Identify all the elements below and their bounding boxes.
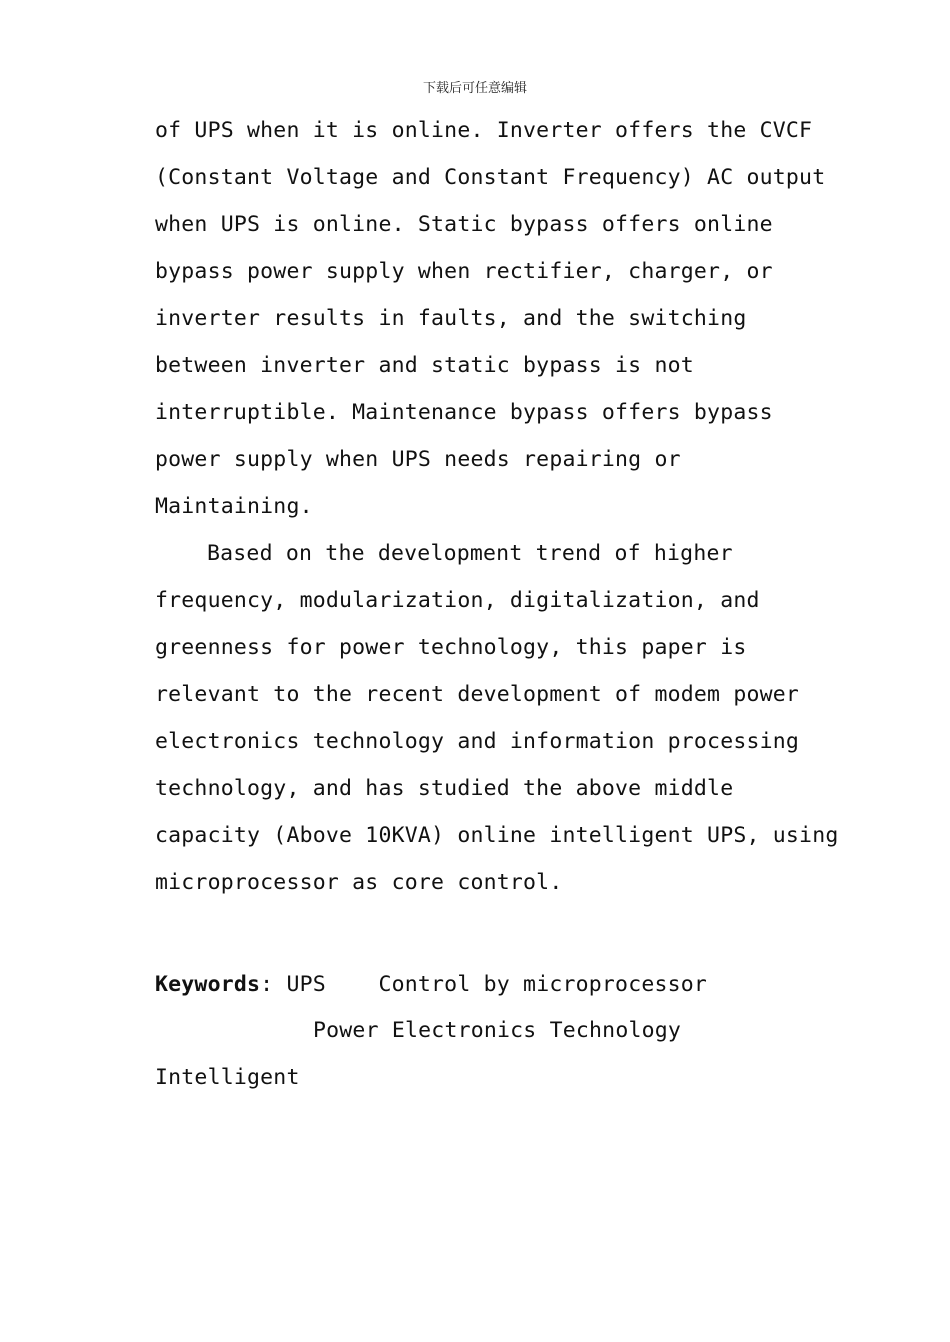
paragraph-1-line-6: between inverter and static bypass is not	[155, 353, 694, 378]
keywords-first-terms: UPS Control by microprocessor	[286, 972, 708, 997]
paragraph-1-line-4: bypass power supply when rectifier, charger, or	[155, 259, 773, 284]
paragraph-2-line-3: greenness for power technology, this paper is	[155, 635, 747, 660]
paragraph-2-line-1: Based on the development trend of higher	[207, 541, 733, 566]
paragraph-2-line-6: technology, and has studied the above middle	[155, 776, 734, 801]
paragraph-2-line-7: capacity (Above 10KVA) online intelligent UPS, using	[155, 823, 839, 848]
paragraph-1-line-9: Maintaining.	[155, 494, 313, 519]
keywords-label: Keywords	[155, 972, 261, 997]
paragraph-1-line-7: interruptible. Maintenance bypass offers bypass	[155, 400, 773, 425]
paragraph-2-line-5: electronics technology and information processing	[155, 729, 800, 754]
paragraph-1-line-1: of UPS when it is online. Inverter offers the CVCF	[155, 118, 813, 143]
paragraph-2-line-4: relevant to the recent development of modem power	[155, 682, 800, 707]
paragraph-1-line-3: when UPS is online. Static bypass offers online	[155, 212, 773, 237]
page-header-watermark: 下载后可任意编辑	[422, 81, 527, 96]
paragraph-1-line-8: power supply when UPS needs repairing or	[155, 447, 681, 472]
paragraph-2-line-2: frequency, modularization, digitalization, and	[155, 588, 760, 613]
paragraph-1-line-2: (Constant Voltage and Constant Frequency) AC output	[155, 165, 826, 190]
paragraph-1-line-5: inverter results in faults, and the switching	[155, 306, 747, 331]
keywords-line-1	[155, 961, 707, 1008]
keywords-separator: :	[260, 972, 287, 997]
keywords-line-3: Intelligent	[155, 1065, 300, 1090]
keywords-line-2: Power Electronics Technology	[313, 1018, 682, 1043]
paragraph-2-line-8: microprocessor as core control.	[155, 870, 563, 895]
